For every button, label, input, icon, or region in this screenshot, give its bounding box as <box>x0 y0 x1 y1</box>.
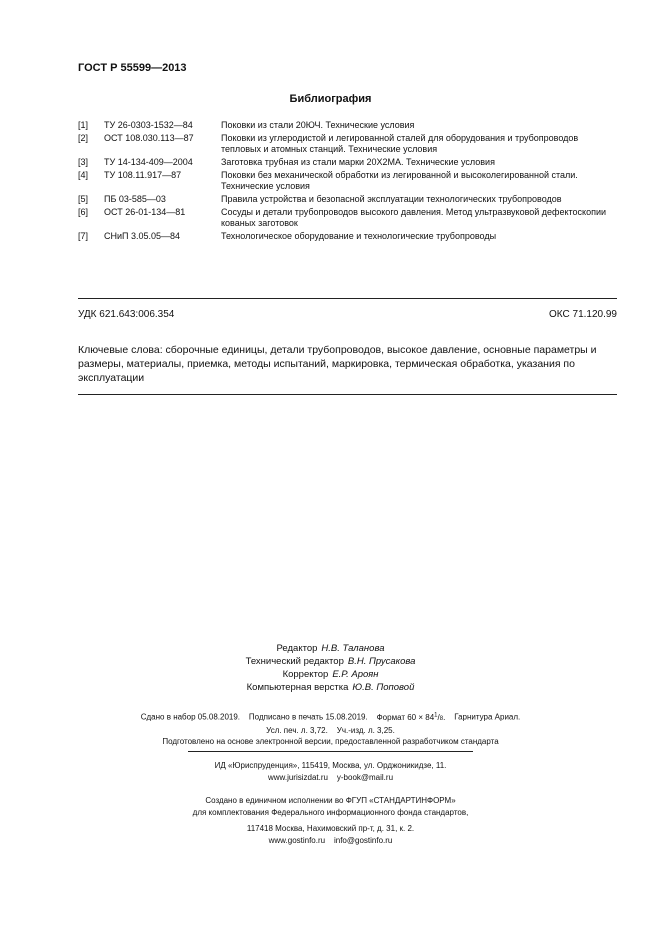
publisher-info <box>0 760 661 784</box>
created-line-2: для комплектования Федерального информационного фонда стандартов, <box>192 808 469 817</box>
publisher-site-link[interactable]: www.jurisizdat.ru <box>267 773 328 782</box>
created-address: 117418 Москва, Нахимовский пр-т, д. 31, к. 2. <box>246 824 415 833</box>
bib-text: Правила устройства и безопасной эксплуатации технологических трубопроводов <box>221 194 562 204</box>
bibliography-item <box>78 194 618 205</box>
gostinfo-site-link[interactable]: www.gostinfo.ru <box>268 836 326 845</box>
credit-name: Н.В. Таланова <box>321 643 385 654</box>
divider-keywords <box>78 394 617 395</box>
bib-code: ТУ 14-134-409—2004 <box>104 157 193 167</box>
bibliography-item <box>78 157 618 168</box>
oks-code: ОКС 71.120.99 <box>549 309 617 320</box>
bib-code: ТУ 108.11.917—87 <box>104 170 182 180</box>
bib-text: Сосуды и детали трубопроводов высокого давления. Метод ультразвуковой дефектоскопии кованых заготовок <box>221 207 606 228</box>
divider-imprint <box>188 751 473 752</box>
bib-number: [7] <box>78 231 89 241</box>
bibliography-item <box>78 120 618 131</box>
prepared-note: Подготовлено на основе электронной версии, предоставленной разработчиком стандарта <box>162 737 499 746</box>
standard-number: ГОСТ Р 55599—2013 <box>78 62 187 74</box>
printed-sheets: Усл. печ. л. 3,72. <box>266 725 328 735</box>
submitted-date: Сдано в набор 05.08.2019. <box>140 712 241 722</box>
bib-text: Поковки из углеродистой и легированной сталей для оборудования и трубопроводов тепловых и атомных станций. Технические условия <box>221 133 579 154</box>
bib-code: СНиП 3.05.05—84 <box>104 231 181 241</box>
bib-number: [5] <box>78 194 89 204</box>
bib-code: ПБ 03-585—03 <box>104 194 166 204</box>
paper-format: Формат $60 \times 84^1/8$. <box>376 712 446 722</box>
bib-text: Поковки из стали 20ЮЧ. Технические условия <box>221 120 415 130</box>
bib-text: Заготовка трубная из стали марки 20Х2МА. Технические условия <box>221 157 495 167</box>
bib-number: [6] <box>78 207 89 217</box>
udk-code: УДК 621.643:006.354 <box>78 309 175 320</box>
credits-block <box>0 642 661 694</box>
credit-label: Корректор <box>282 669 329 680</box>
created-info <box>0 795 661 847</box>
divider-top <box>78 298 617 299</box>
typeface: Гарнитура Ариал. <box>454 712 521 722</box>
signed-date: Подписано в печать 15.08.2019. <box>248 712 368 722</box>
credit-editor <box>0 642 661 655</box>
publisher-address: ИД «Юриспруденция», 115419, Москва, ул. Орджоникидзе, 11. <box>214 761 447 770</box>
created-line-1: Создано в единичном исполнении во ФГУП «СТАНДАРТИНФОРМ» <box>205 796 456 805</box>
credit-name: В.Н. Прусакова <box>347 656 416 667</box>
bib-code: ОСТ 26-01-134—81 <box>104 207 186 217</box>
bib-text: Технологическое оборудование и технологические трубопроводы <box>221 231 497 241</box>
bibliography-item <box>78 207 618 229</box>
bib-number: [1] <box>78 120 89 130</box>
keywords: Ключевые слова: сборочные единицы, детали трубопроводов, высокое давление, основные параметры и размеры, материалы, приемка, методы испытаний, маркировка, термическая обработка, указания по эксплуатации <box>78 344 597 384</box>
bib-number: [4] <box>78 170 89 180</box>
print-info <box>0 709 661 737</box>
bib-number: [3] <box>78 157 89 167</box>
bibliography-item <box>78 133 618 155</box>
credit-name: Е.Р. Ароян <box>332 669 379 680</box>
bib-code: ТУ 26-0303-1532—84 <box>104 120 193 130</box>
bib-text: Поковки без механической обработки из легированной и высоколегированной стали. Технические условия <box>221 170 578 191</box>
gostinfo-email-link[interactable]: info@gostinfo.ru <box>333 836 393 845</box>
credit-name: Ю.В. Поповой <box>352 682 415 693</box>
publisher-sheets: Уч.-изд. л. 3,25. <box>336 725 395 735</box>
bib-code: ОСТ 108.030.113—87 <box>104 133 194 143</box>
credit-tech-editor <box>0 655 661 668</box>
credit-corrector <box>0 668 661 681</box>
bibliography-item <box>78 231 618 242</box>
bibliography-item <box>78 170 618 192</box>
credit-label: Технический редактор <box>245 656 344 667</box>
bibliography-list <box>78 120 618 244</box>
bib-number: [2] <box>78 133 89 143</box>
credit-label: Компьютерная верстка <box>246 682 349 693</box>
credit-layout <box>0 681 661 694</box>
bibliography-title: Библиография <box>289 93 372 105</box>
publisher-email-link[interactable]: y-book@mail.ru <box>336 773 394 782</box>
credit-label: Редактор <box>276 643 318 654</box>
